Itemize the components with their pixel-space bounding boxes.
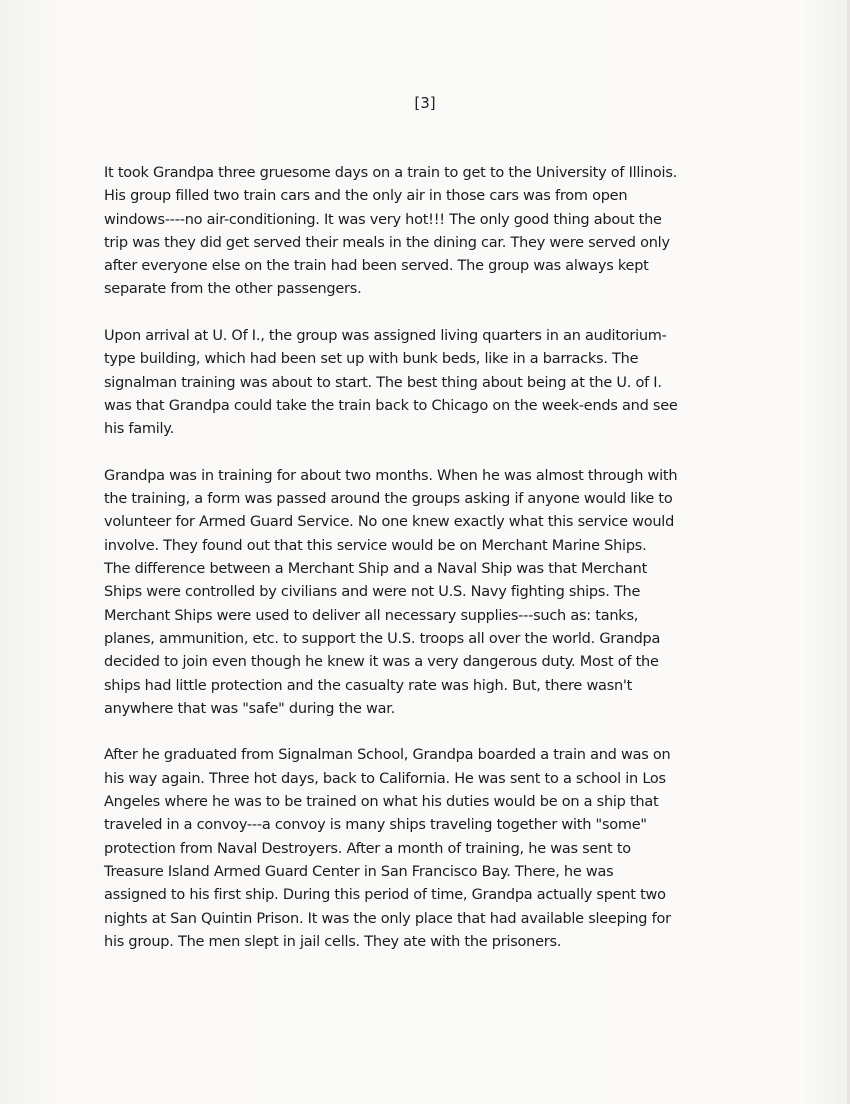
text-line: type building, which had been set up with bunk beds, like in a barracks. The: [104, 351, 639, 368]
text-line: protection from Naval Destroyers. After a month of training, he was sent to: [104, 840, 631, 857]
paragraph-training: [104, 465, 764, 721]
text-line: Angeles where he was to be trained on what his duties would be on a ship that: [104, 794, 659, 811]
text-line: volunteer for Armed Guard Service. No one knew exactly what this service would: [104, 514, 675, 531]
text-line: Treasure Island Armed Guard Center in San Francisco Bay. There, he was: [104, 863, 614, 880]
text-line: It took Grandpa three gruesome days on a train to get to the University of Illinois.: [104, 165, 677, 181]
text-line: The difference between a Merchant Ship and a Naval Ship was that Merchant: [104, 561, 648, 578]
page-number: [3]: [414, 94, 436, 112]
text-line: his way again. Three hot days, back to California. He was sent to a school in Los: [104, 770, 666, 787]
text-line: his family.: [104, 421, 174, 438]
text-line: nights at San Quintin Prison. It was the only place that had available sleeping for: [104, 910, 671, 927]
paragraph-arrival: [104, 325, 764, 441]
text-line: signalman training was about to start. The best thing about being at the U. of I.: [104, 374, 662, 391]
paragraph-california: [104, 744, 764, 954]
text-line: trip was they did get served their meals in the dining car. They were served only: [104, 234, 670, 251]
text-line: Ships were controlled by civilians and were not U.S. Navy fighting ships. The: [104, 584, 641, 601]
text-line: after everyone else on the train had been served. The group was always kept: [104, 258, 649, 275]
text-line: the training, a form was passed around the groups asking if anyone would like to: [104, 491, 673, 508]
text-line: ships had little protection and the casualty rate was high. But, there wasn't: [104, 677, 633, 694]
paragraph-train-trip: [104, 162, 764, 302]
text-line: windows----no air-conditioning. It was very hot!!! The only good thing about the: [104, 211, 662, 228]
text-line: Merchant Ships were used to deliver all necessary supplies---such as: tanks,: [104, 607, 639, 624]
text-line: involve. They found out that this service would be on Merchant Marine Ships.: [104, 537, 647, 554]
text-line: After he graduated from Signalman School, Grandpa boarded a train and was on: [104, 747, 671, 764]
text-line: His group filled two train cars and the only air in those cars was from open: [104, 188, 628, 205]
text-line: planes, ammunition, etc. to support the U.S. troops all over the world. Grandpa: [104, 630, 661, 647]
text-line: traveled in a convoy---a convoy is many ships traveling together with "some": [104, 817, 647, 834]
text-line: anywhere that was "safe" during the war.: [104, 700, 395, 717]
text-line: separate from the other passengers.: [104, 281, 362, 298]
text-line: Grandpa was in training for about two months. When he was almost through with: [104, 467, 678, 484]
text-line: his group. The men slept in jail cells. They ate with the prisoners.: [104, 933, 562, 950]
text-line: Upon arrival at U. Of I., the group was assigned living quarters in an auditorium-: [104, 328, 667, 345]
body-text: [104, 162, 764, 977]
text-line: was that Grandpa could take the train back to Chicago on the week-ends and see: [104, 397, 678, 414]
text-line: assigned to his first ship. During this period of time, Grandpa actually spent two: [104, 887, 666, 904]
text-line: decided to join even though he knew it was a very dangerous duty. Most of the: [104, 654, 659, 671]
